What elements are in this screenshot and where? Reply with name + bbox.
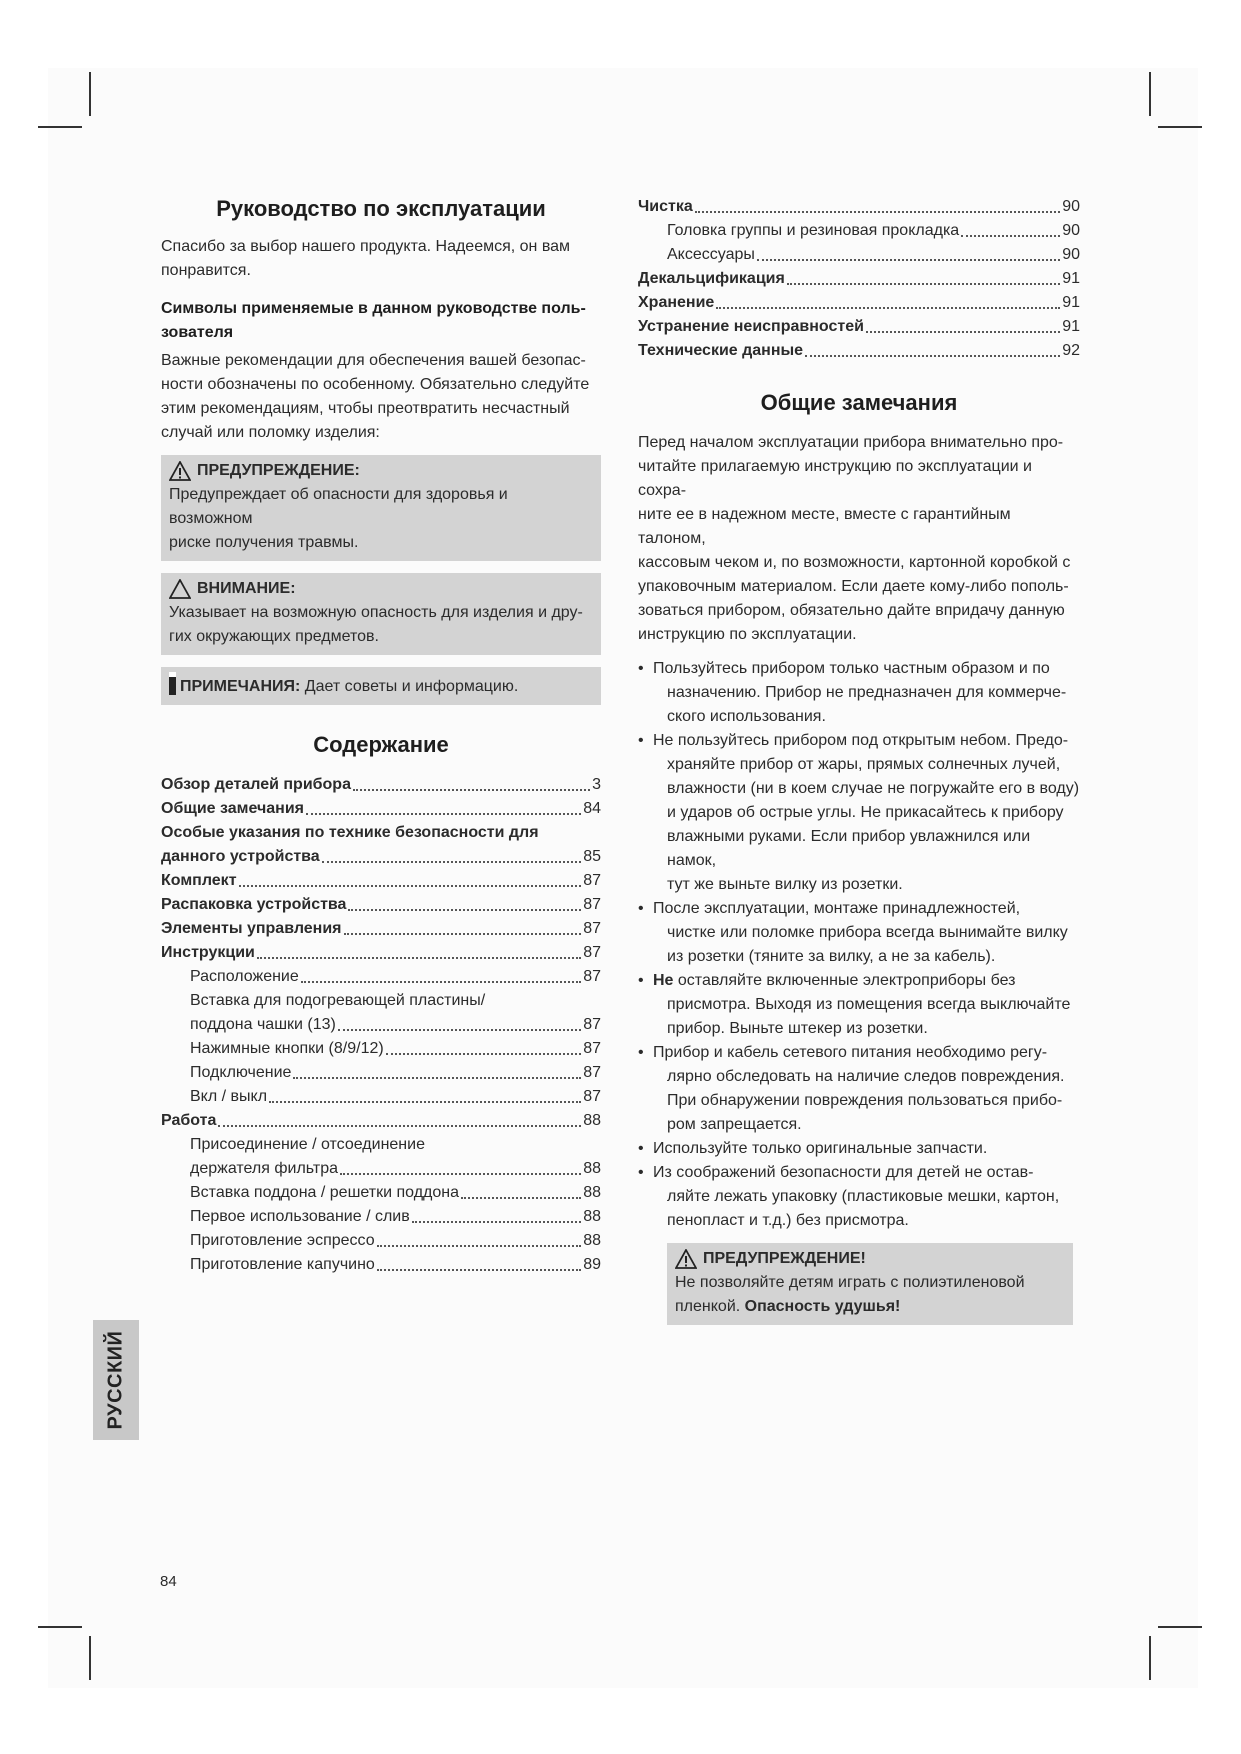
general-text-line: упаковочным материалом. Если даете кому-либо пополь- <box>638 578 1069 595</box>
toc-item[interactable]: данного устройства 85 <box>161 848 601 865</box>
note-callout <box>161 667 601 705</box>
bullet-item: • Используйте только оригинальные запчасти. <box>638 1137 1080 1161</box>
general-text-line: инструкцию по эксплуатации. <box>638 626 857 643</box>
intro-line: понравится. <box>161 262 251 279</box>
toc-subitem[interactable]: Головка группы и резиновая прокладка 90 <box>667 222 1080 239</box>
general-text-line: читайте прилагаемую инструкцию по эксплуатации и сохра- <box>638 458 1032 499</box>
toc-item[interactable]: Комплект 87 <box>161 872 601 889</box>
toc-subitem[interactable]: Аксессуары 90 <box>667 246 1080 263</box>
warning-triangle-icon <box>675 1249 697 1269</box>
symbols-text-line: этим рекомендациям, чтобы преотвратить несчастный <box>161 400 570 417</box>
toc-subitem[interactable]: поддона чашки (13) 87 <box>190 1016 601 1033</box>
toc-item[interactable]: Особые указания по технике безопасности для <box>161 824 539 841</box>
toc-subitem[interactable]: Приготовление эспрессо 88 <box>190 1232 601 1249</box>
symbols-text-line: Важные рекомендации для обеспечения вашей безопас- <box>161 352 586 369</box>
toc-title: Содержание <box>313 732 449 757</box>
bullet-item: • Не пользуйтесь прибором под открытым небом. Предо- храняйте прибор от жары, прямых солнечных лучей, влажности (ни в коем случае не погружайте его в воду) и ударов об острые углы. Не прикасайтесь к прибору влажными руками. Если прибор увлажнился или намок, тут же выньте вилку из розетки. <box>638 729 1080 897</box>
warning-triangle-icon <box>169 461 191 481</box>
toc-subitem[interactable]: Первое использование / слив 88 <box>190 1208 601 1225</box>
page-number: 84 <box>160 1573 177 1590</box>
toc-item[interactable]: Хранение 91 <box>638 294 1080 311</box>
toc-item[interactable]: Чистка 90 <box>638 198 1080 215</box>
toc-item[interactable]: Устранение неисправностей 91 <box>638 318 1080 335</box>
toc-subitem[interactable]: Расположение 87 <box>190 968 601 985</box>
symbols-text-line: случай или поломку изделия: <box>161 424 380 441</box>
manual-title: Руководство по эксплуатации <box>216 196 546 221</box>
symbols-text-line: ности обозначены по особенному. Обязательно следуйте <box>161 376 590 393</box>
warning-text-line: риске получения травмы. <box>169 534 359 551</box>
toc-subitem[interactable]: Присоединение / отсоединение <box>190 1136 425 1153</box>
toc-item[interactable]: Работа 88 <box>161 1112 601 1129</box>
child-warning-text: пленкой. <box>675 1298 745 1315</box>
toc-item[interactable]: Распаковка устройства 87 <box>161 896 601 913</box>
language-tab: РУССКИЙ <box>93 1320 139 1440</box>
bullet-item: • Прибор и кабель сетевого питания необходимо регу- лярно обследовать на наличие следов повреждения. При обнаружении повреждения пользоваться прибо- ром запрещается. <box>638 1041 1080 1137</box>
crop-mark <box>1149 1636 1151 1680</box>
safety-bullets <box>638 657 1080 1233</box>
note-text: Дает советы и информацию. <box>300 678 519 695</box>
toc-item[interactable]: Инструкции 87 <box>161 944 601 961</box>
toc-subitem[interactable]: Вкл / выкл 87 <box>190 1088 601 1105</box>
info-icon <box>169 673 176 695</box>
toc-list <box>161 773 601 1277</box>
general-text-line: ните ее в надежном месте, вместе с гарантийным талоном, <box>638 506 1011 547</box>
warning-title: ПРЕДУПРЕЖДЕНИЕ: <box>197 462 360 479</box>
toc-item[interactable]: Общие замечания 84 <box>161 800 601 817</box>
warning-callout <box>161 455 601 561</box>
caution-callout <box>161 573 601 655</box>
toc-subitem[interactable]: Вставка поддона / решетки поддона 88 <box>190 1184 601 1201</box>
bullet-item: • Не оставляйте включенные электроприборы без присмотра. Выходя из помещения всегда выключайте прибор. Выньте штекер из розетки. <box>638 969 1080 1041</box>
child-warning-emphasis: Опасность удушья! <box>744 1298 901 1315</box>
child-warning-text: Не позволяйте детям играть с полиэтиленовой <box>675 1274 1025 1291</box>
caution-title: ВНИМАНИЕ: <box>197 580 296 597</box>
toc-item[interactable]: Декальцификация 91 <box>638 270 1080 287</box>
bullet-item: • Из соображений безопасности для детей не остав- ляйте лежать упаковку (пластиковые мешки, картон, пенопласт и т.д.) без присмотра. <box>638 1161 1080 1233</box>
general-text-line: зоваться прибором, обязательно дайте впридачу данную <box>638 602 1065 619</box>
right-column <box>638 195 1080 1325</box>
left-column <box>161 195 601 1277</box>
crop-mark <box>1158 1626 1202 1628</box>
caution-text-line: гих окружающих предметов. <box>169 628 379 645</box>
intro-line: Спасибо за выбор нашего продукта. Надеемся, он вам <box>161 238 571 255</box>
general-notes-title: Общие замечания <box>760 390 958 415</box>
note-title: ПРИМЕЧАНИЯ: <box>180 678 301 695</box>
bullet-item: • Пользуйтесь прибором только частным образом и по назначению. Прибор не предназначен для коммерче- ского использования. <box>638 657 1080 729</box>
crop-mark <box>89 72 91 116</box>
caution-triangle-icon <box>169 579 191 599</box>
toc-subitem[interactable]: Вставка для подогревающей пластины/ <box>190 992 486 1009</box>
general-text-line: кассовым чеком и, по возможности, картонной коробкой с <box>638 554 1071 571</box>
child-warning-title: ПРЕДУПРЕЖДЕНИЕ! <box>703 1250 866 1267</box>
bullet-item: • После эксплуатации, монтаже принадлежностей, чистке или поломке прибора всегда вынимайте вилку из розетки (тяните за вилку, а не за кабель). <box>638 897 1080 969</box>
warning-text-line: Предупреждает об опасности для здоровья и возможном <box>169 486 508 527</box>
crop-mark <box>38 1626 82 1628</box>
toc-subitem[interactable]: Подключение 87 <box>190 1064 601 1081</box>
caution-text-line: Указывает на возможную опасность для изделия и дру- <box>169 604 583 621</box>
crop-mark <box>38 126 82 128</box>
symbols-heading: Символы применяемые в данном руководстве поль- зователя <box>161 300 586 341</box>
toc-subitem[interactable]: Нажимные кнопки (8/9/12) 87 <box>190 1040 601 1057</box>
crop-mark <box>1149 72 1151 116</box>
crop-mark <box>89 1636 91 1680</box>
child-warning-callout <box>667 1243 1073 1325</box>
crop-mark <box>1158 126 1202 128</box>
toc-item[interactable]: Обзор деталей прибора 3 <box>161 776 601 793</box>
toc-item[interactable]: Технические данные 92 <box>638 342 1080 359</box>
toc-subitem[interactable]: Приготовление капучино 89 <box>190 1256 601 1273</box>
general-text-line: Перед началом эксплуатации прибора внимательно про- <box>638 434 1064 451</box>
toc-item[interactable]: Элементы управления 87 <box>161 920 601 937</box>
toc-subitem[interactable]: держателя фильтра 88 <box>190 1160 601 1177</box>
toc-list-continued <box>638 195 1080 363</box>
